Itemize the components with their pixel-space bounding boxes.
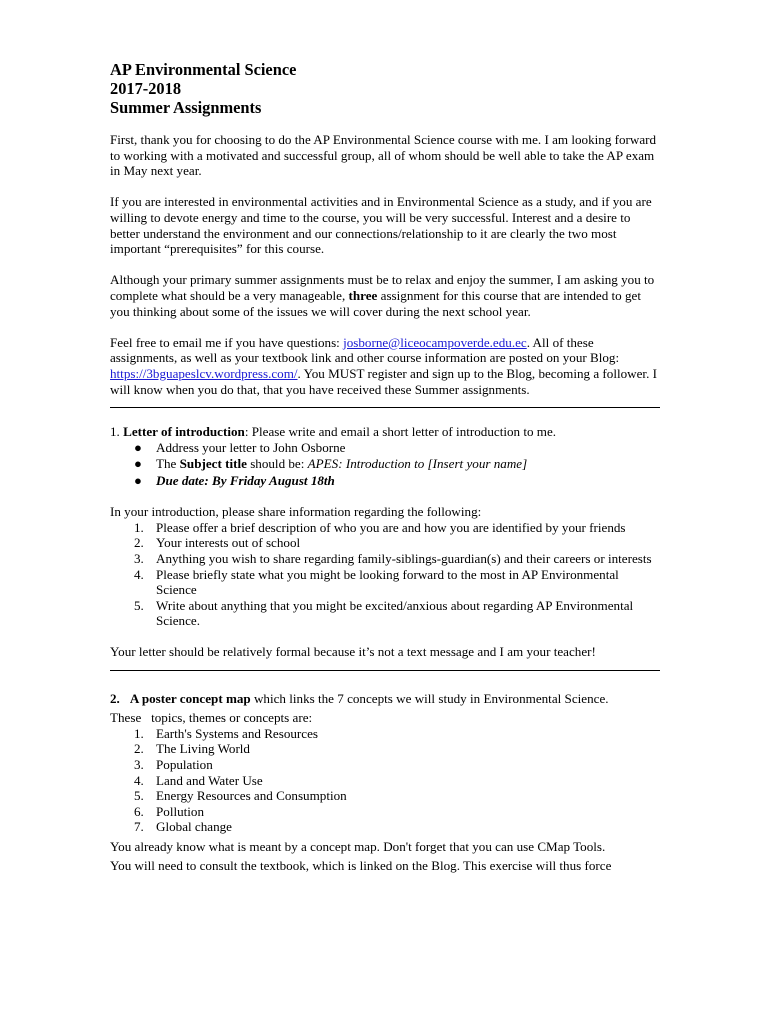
due-date-text: Due date: By Friday August 18th <box>156 472 335 488</box>
list-item-text: Pollution <box>156 803 205 819</box>
bullet-icon: ● <box>134 456 142 472</box>
blog-link[interactable]: https://3bguapeslcv.wordpress.com/ <box>110 365 298 381</box>
topic-item <box>110 773 660 789</box>
assignment-2-desc: which links the 7 concepts we will study in Environmental Science. <box>250 690 609 706</box>
bullet-text-italic: APES: Introduction to [Insert your name] <box>307 456 528 472</box>
intro-p3-text-a: Although your primary summer assignments must be to relax and enjoy the summer, I am asking you to complete what should be a very manageable, <box>110 272 655 303</box>
list-item <box>110 473 660 490</box>
list-number: 1. <box>134 519 144 535</box>
assignment-2-title: A poster concept map <box>129 690 251 706</box>
email-link[interactable]: josborne@liceocampoverde.edu.ec <box>343 334 527 350</box>
list-number: 4. <box>134 566 144 582</box>
document-page <box>110 60 660 875</box>
list-item-text: Energy Resources and Consumption <box>156 788 347 804</box>
assignment-2-number: 2. <box>110 690 120 706</box>
list-number: 6. <box>134 803 144 819</box>
list-item <box>110 598 660 629</box>
list-number: 5. <box>134 597 144 613</box>
section-divider-2 <box>110 670 660 671</box>
intro-p4-text-a: Feel free to email me if you have questions: <box>110 334 344 350</box>
assignment-1-title: Letter of introduction <box>123 424 245 440</box>
topic-item <box>110 788 660 804</box>
assignment-1-closing: Your letter should be relatively formal because it’s not a text message and I am your teacher! <box>110 643 596 659</box>
assignment-1-bullets <box>110 440 660 490</box>
list-item <box>110 520 660 536</box>
assignment-1-desc: : Please write and email a short letter of introduction to me. <box>244 424 557 440</box>
list-item <box>110 535 660 551</box>
intro-p4-text-c: . You MUST register and sign up to the Blog, becoming a follower. I will know when you do that, that you have received these Summer assignments. <box>110 365 657 397</box>
list-item-text: Population <box>156 756 213 772</box>
list-number: 3. <box>134 550 144 566</box>
assignment-1-number: 1. <box>110 424 124 440</box>
assignment-2-line-2: You will need to consult the textbook, which is linked on the Blog. This exercise will thus force <box>110 857 612 873</box>
assignment-2-topics <box>110 726 660 835</box>
list-item-text: Global change <box>156 819 232 835</box>
list-number: 1. <box>134 725 144 741</box>
bullet-text-b: should be: <box>246 456 308 472</box>
list-number: 3. <box>134 756 144 772</box>
bullet-icon: ● <box>134 439 142 455</box>
assignment-2-line-1: You already know what is meant by a concept map. Don't forget that you can use CMap Tools. <box>110 838 606 854</box>
list-item-text: The Living World <box>156 741 250 757</box>
list-item-text: Land and Water Use <box>156 772 263 788</box>
topic-item <box>110 819 660 835</box>
list-item-text: Anything you wish to share regarding family-siblings-guardian(s) and their careers or interests <box>156 550 652 566</box>
list-item-text: Your interests out of school <box>156 535 301 551</box>
list-number: 5. <box>134 788 144 804</box>
assignment-1-heading <box>110 424 660 440</box>
topic-item <box>110 757 660 773</box>
bullet-text-bold: Subject title <box>179 456 247 472</box>
topic-item <box>110 804 660 820</box>
section-divider-1 <box>110 407 660 408</box>
list-item <box>110 567 660 598</box>
list-number: 7. <box>134 819 144 835</box>
intro-p3-bold: three <box>348 287 378 303</box>
assignment-1-items <box>110 520 660 629</box>
list-number: 2. <box>134 741 144 757</box>
list-number: 2. <box>134 535 144 551</box>
list-item-text: Earth's Systems and Resources <box>156 725 319 741</box>
list-item-text: Please briefly state what you might be looking forward to the most in AP Environmental Science <box>156 566 619 598</box>
assignment-2-heading <box>110 691 660 707</box>
intro-p3-text-b: assignment for this course that are intended to get you thinking about some of the issues we will cover during the next school year. <box>110 287 641 319</box>
intro-paragraph-3 <box>110 272 660 319</box>
list-item-text: Please offer a brief description of who you are and how you are identified by your friends <box>156 519 626 535</box>
document-title: AP Environmental Science <box>110 60 297 79</box>
intro-paragraph-1: First, thank you for choosing to do the AP Environmental Science course with me. I am looking forward to working with a motivated and successful group, all of whom should be well able to take the AP exam in May next year. <box>110 132 657 179</box>
list-item <box>110 551 660 567</box>
share-intro: In your introduction, please share information regarding the following: <box>110 504 482 520</box>
intro-paragraph-4 <box>110 335 660 397</box>
topics-intro: These topics, themes or concepts are: <box>110 710 313 726</box>
topic-item <box>110 726 660 742</box>
bullet-icon: ● <box>134 472 142 488</box>
bullet-text-a: The <box>156 456 180 472</box>
list-item <box>110 456 660 473</box>
document-subtitle: Summer Assignments <box>110 98 262 117</box>
list-item <box>110 440 660 457</box>
intro-p4-text-b: . All of these assignments, as well as your textbook link and other course information are posted on your Blog: <box>110 334 620 366</box>
intro-paragraph-2: If you are interested in environmental activities and in Environmental Science as a study, and if you are willing to devote energy and time to the course, you will be very successful. Interest and a desire to better understand the environment and our connections/relationship to it are clearly the two most important “prerequisites” for this course. <box>110 194 652 257</box>
document-year: 2017-2018 <box>110 79 182 98</box>
list-number: 4. <box>134 772 144 788</box>
topic-item <box>110 741 660 757</box>
bullet-text: Address your letter to John Osborne <box>156 439 346 455</box>
list-item-text: Write about anything that you might be excited/anxious about regarding AP Environmental Science. <box>156 597 634 629</box>
